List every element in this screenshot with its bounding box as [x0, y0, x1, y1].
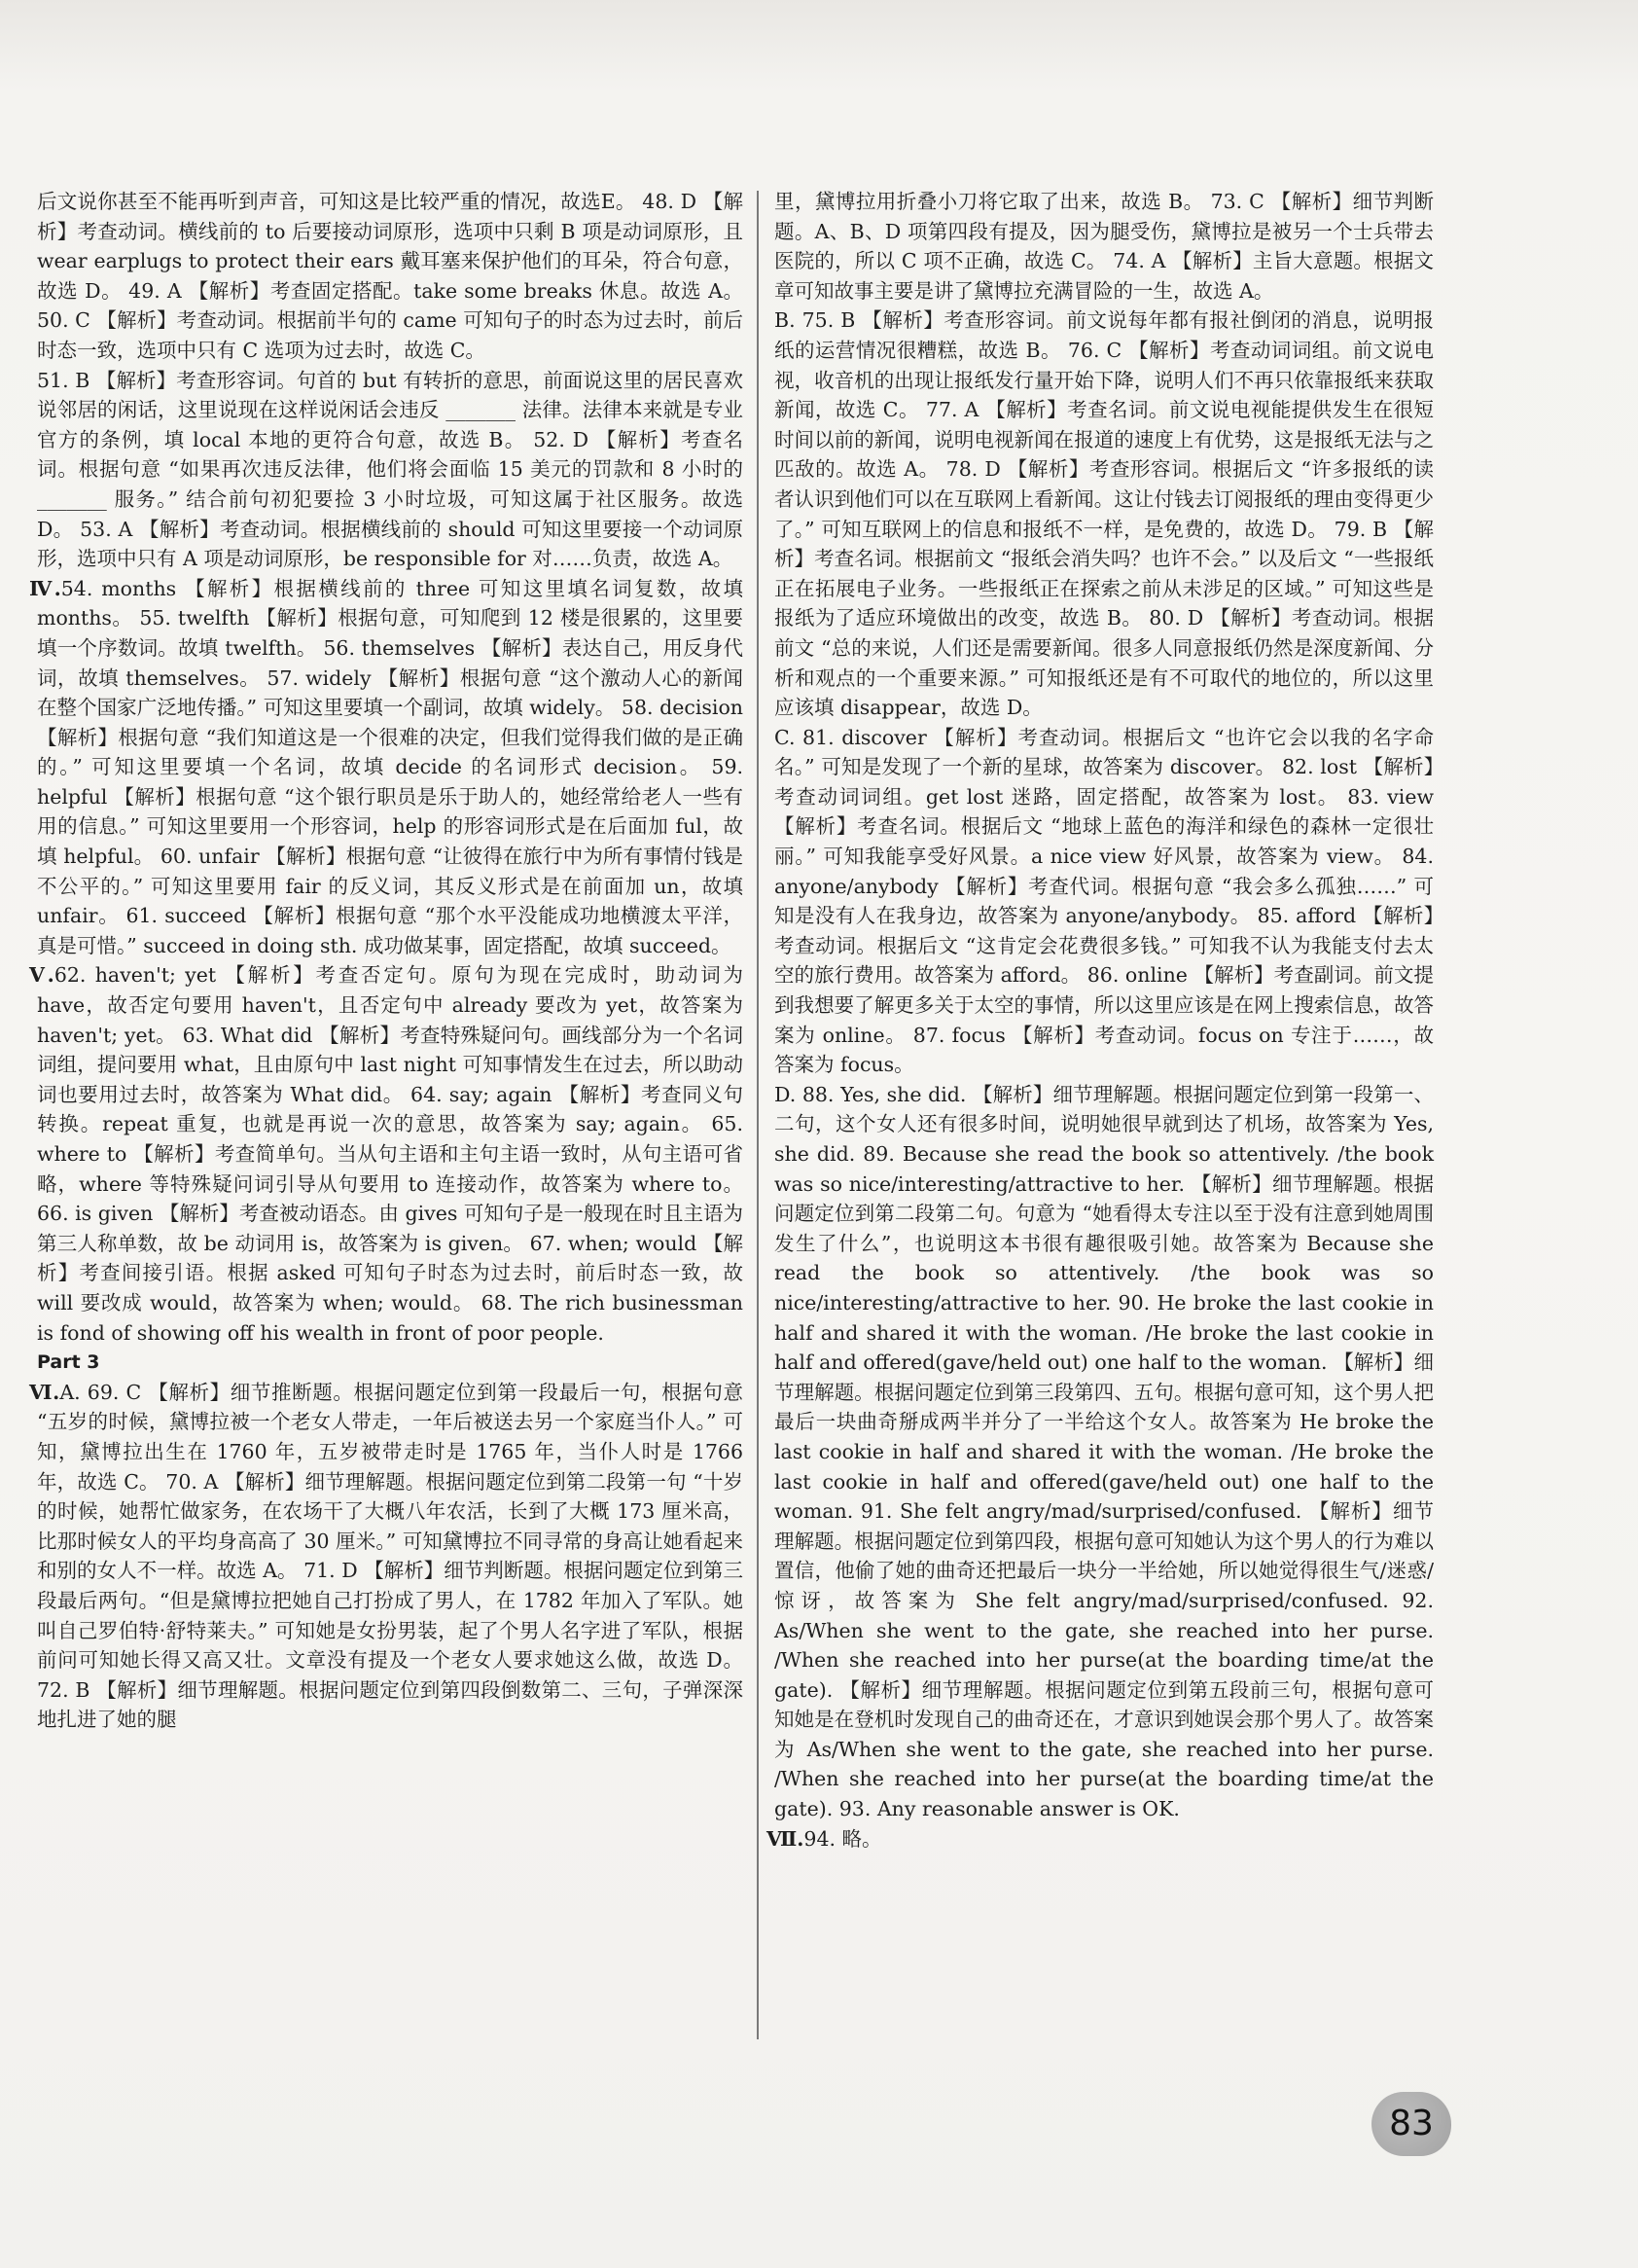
answer-section [766, 1824, 1434, 1854]
answer-text: A. 69. C 【解析】细节推断题。根据问题定位到第一段最后一句，根据句意 “五岁的时候，黛博拉被一个老女人带走，一年后被送去另一个家庭当仆人。” 可知，黛博拉出生在 1760 年，五岁被带走时是 1765 年，当仆人时是 1766 年，故选 C。 70. A 【解析】细节理解题。根据问题定位到第二段第一句 “十岁的时候，她帮忙做家务，在农场干了大概八年农活，长到了大概 173 厘米高，比那时候女人的平均身高高了 30 厘米。” 可知黛博拉不同寻常的身高让她看起来和别的女人不一样。故选 A。 71. D 【解析】细节判断题。根据问题定位到第三段最后两句。“但是黛博拉把她自己打扮成了男人，在 1782 年加入了军队。她叫自己罗伯特·舒特莱夫。” 可知她是女扮男装，起了个男人名字进了军队，根据前问可知她长得又高又壮。文章没有提及一个老女人要求她这么做，故选 D。 72. B 【解析】细节理解题。根据问题定位到第四段倒数第二、三句，子弹深深地扎进了她的腿 [37, 1380, 743, 1732]
answer-paragraph: 51. B 【解析】考查形容词。句首的 but 有转折的意思，前面说这里的居民喜欢说邻居的闲话，这里说现在这样说闲话会违反 _______ 法律。法律本来就是专业官方的条例，填 local 本地的更符合句意，故选 B。 52. D 【解析】考查名词。根据句意 “如果再次违反法律，他们将会面临 15 美元的罚款和 8 小时的 _______ 服务。” 结合前句初犯要捡 3 小时垃圾，可知这属于社区服务。故选 D。 53. A 【解析】考查动词。根据横线前的 should 可知这里要接一个动词原形，选项中只有 A 项是动词原形，be responsible for 对……负责，故选 A。 [37, 368, 743, 571]
answer-paragraph: 后文说你甚至不能再听到声音，可知这是比较严重的情况，故选E。 48. D 【解析】考查动词。横线前的 to 后要接动词原形，选项中只剩 B 项是动词原形，且 wear earplugs to protect their ears 戴耳塞来保护他们的耳朵，符合句意，故选 D。 49. A 【解析】考查固定搭配。take some breaks 休息。故选 A。 50. C 【解析】考查动词。根据前半句的 came 可知句子的时态为过去时，前后时态一致，选项中只有 C 选项为过去时，故选 C。 [37, 190, 743, 362]
section-numeral: Ⅵ. [29, 1380, 60, 1404]
answer-paragraph: B. 75. B 【解析】考查形容词。前文说每年都有报社倒闭的消息，说明报纸的运营情况很糟糕，故选 B。 76. C 【解析】考查动词词组。前文说电视，收音机的出现让报纸发行量开始下降，说明人们不再只依靠报纸来获取新闻，故选 C。 77. A 【解析】考查名词。前文说电视能提供发生在很短时间以前的新闻，说明电视新闻在报道的速度上有优势，这是报纸无法与之匹敌的。故选 A。 78. D 【解析】考查形容词。根据后文 “许多报纸的读者认识到他们可以在互联网上看新闻。这让付钱去订阅报纸的理由变得更少了。” 可知互联网上的信息和报纸不一样，是免费的，故选 D。 79. B 【解析】考查名词。根据前文 “报纸会消失吗？也许不会。” 以及后文 “一些报纸正在拓展电子业务。一些报纸正在探索之前从未涉足的区域。” 可知这些是报纸为了适应环境做出的改变，故选 B。 80. D 【解析】考查动词。根据前文 “总的来说，人们还是需要新闻。很多人同意报纸仍然是深度新闻、分析和观点的一个重要来源。” 可知报纸还是有不可取代的地位的，所以这里应该填 disappear，故选 D。 [774, 308, 1434, 720]
answer-section [29, 574, 743, 961]
section-numeral: Ⅴ. [29, 963, 54, 988]
section-numeral: Ⅳ. [29, 576, 61, 600]
page-number: 83 [1371, 2092, 1451, 2156]
answer-section [29, 1378, 743, 1735]
answer-section [29, 960, 743, 1348]
right-column [766, 187, 1434, 2065]
answer-text: 94. 略。 [803, 1826, 882, 1851]
answer-text: 62. haven't; yet 【解析】考查否定句。原句为现在完成时，助动词为 have，故否定句要用 haven't，且否定句中 already 要改为 yet，故答案为 haven't; yet。 63. What did 【解析】考查特殊疑问句。画线部分为一个名词词组，提问要用 what，且由原句中 last night 可知事情发生在过去，所以助动词也要用过去时，故答案为 What did。 64. say; again 【解析】考查同义句转换。repeat 重复，也就是再说一次的意思，故答案为 say; again。 65. where to 【解析】考查简单句。当从句主语和主句主语一致时，从句主语可省略，where 等特殊疑问词引导从句要用 to 连接动作，故答案为 where to。 66. is given 【解析】考查被动语态。由 gives 可知句子是一般现在时且主语为第三人称单数，故 be 动词用 is，故答案为 is given。 67. when; would 【解析】考查间接引语。根据 asked 可知句子时态为过去时，前后时态一致，故 will 要改成 would，故答案为 when; would。 68. The rich businessman is fond of showing off his wealth in front of poor people. [37, 963, 743, 1345]
column-divider [757, 191, 759, 2039]
part-heading: Part 3 [37, 1351, 100, 1374]
answer-paragraph: C. 81. discover 【解析】考查动词。根据后文 “也许它会以我的名字命名。” 可知是发现了一个新的星球，故答案为 discover。 82. lost 【解析】考查动词词组。get lost 迷路，固定搭配，故答案为 lost。 83. view 【解析】考查名词。根据后文 “地球上蓝色的海洋和绿色的森林一定很壮丽。” 可知我能享受好风景。a nice view 好风景，故答案为 view。 84. anyone/anybody 【解析】考查代词。根据句意 “我会多么孤独……” 可知是没有人在我身边，故答案为 anyone/anybody。 85. afford 【解析】考查动词。根据后文 “这肯定会花费很多钱。” 可知我不认为我能支付去太空的旅行费用。故答案为 afford。 86. online 【解析】考查副词。前文提到我想要了解更多关于太空的事情，所以这里应该是在网上搜索信息，故答案为 online。 87. focus 【解析】考查动词。focus on 专注于……，故答案为 focus。 [774, 725, 1434, 1077]
answer-paragraph: 里，黛博拉用折叠小刀将它取了出来，故选 B。 73. C 【解析】细节判断题。A、B、D 项第四段有提及，因为腿受伤，黛博拉是被另一个士兵带去医院的，所以 C 项不正确，故选 C。 74. A 【解析】主旨大意题。根据文章可知故事主要是讲了黛博拉充满冒险的一生，故选 A。 [774, 190, 1434, 303]
answer-paragraph: D. 88. Yes, she did. 【解析】细节理解题。根据问题定位到第一段第一、二句，这个女人还有很多时间，说明她很早就到达了机场，故答案为 Yes, she did. 89. Because she read the book so attentively. /the book was so nice/interesting/attractive to her. 【解析】细节理解题。根据问题定位到第二段第二句。句意为 “她看得太专注以至于没有注意到她周围发生了什么”，也说明这本书很有趣很吸引她。故答案为 Because she read the book so attentively. /the book was so nice/interesting/attractive to her. 90. He broke the last cookie in half and shared it with the woman. /He broke the last cookie in half and offered(gave/held out) one half to the woman. 【解析】细节理解题。根据问题定位到第三段第四、五句。根据句意可知，这个男人把最后一块曲奇掰成两半并分了一半给这个女人。故答案为 He broke the last cookie in half and shared it with the woman. /He broke the last cookie in half and offered(gave/held out) one half to the woman. 91. She felt angry/mad/surprised/confused. 【解析】细节理解题。根据问题定位到第四段，根据句意可知她认为这个男人的行为难以置信，他偷了她的曲奇还把最后一块分一半给她，所以她觉得很生气/迷惑/惊讶，故答案为 She felt angry/mad/surprised/confused. 92. As/When she went to the gate, she reached into her purse. /When she reached into her purse(at the boarding time/at the gate). 【解析】细节理解题。根据问题定位到第五段前三句，根据句意可知她是在登机时发现自己的曲奇还在，才意识到她误会那个男人了。故答案为 As/When she went to the gate, she reached into her purse. /When she reached into her purse(at the boarding time/at the gate). 93. Any reasonable answer is OK. [774, 1082, 1434, 1821]
answer-text: 54. months 【解析】根据横线前的 three 可知这里填名词复数，故填 months。 55. twelfth 【解析】根据句意，可知爬到 12 楼是很累的，这里要填一个序数词。故填 twelfth。 56. themselves 【解析】表达自己，用反身代词，故填 themselves。 57. widely 【解析】根据句意 “这个激动人心的新闻在整个国家广泛地传播。” 可知这里要填一个副词，故填 widely。 58. decision 【解析】根据句意 “我们知道这是一个很难的决定，但我们觉得我们做的是正确的。” 可知这里要填一个名词，故填 decide 的名词形式 decision。 59. helpful 【解析】根据句意 “这个银行职员是乐于助人的，她经常给老人一些有用的信息。” 可知这里要用一个形容词，help 的形容词形式是在后面加 ful，故填 helpful。 60. unfair 【解析】根据句意 “让彼得在旅行中为所有事情付钱是不公平的。” 可知这里要用 fair 的反义词，其反义形式是在前面加 un，故填 unfair。 61. succeed 【解析】根据句意 “那个水平没能成功地横渡太平洋，真是可惜。” succeed in doing sth. 成功做某事，固定搭配，故填 succeed。 [37, 576, 743, 957]
section-numeral: Ⅶ. [766, 1826, 804, 1851]
left-column [29, 187, 743, 2065]
